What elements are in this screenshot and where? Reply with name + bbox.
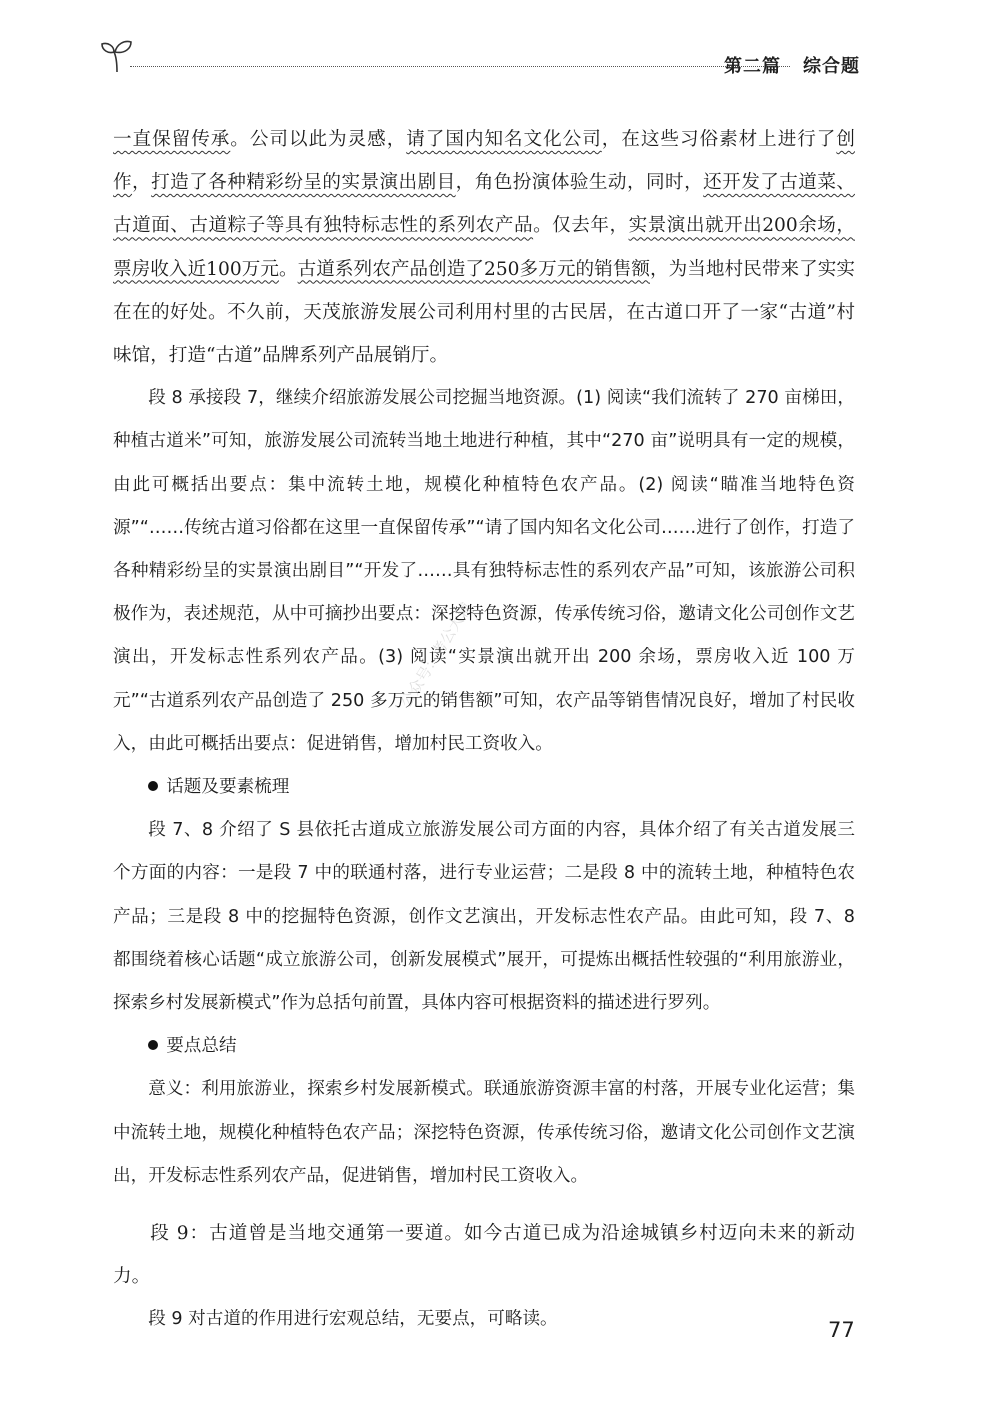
- highlight: 打造了各种精彩纷呈的实景演出剧目: [151, 172, 456, 194]
- paragraph-9-note: 段 9 对古道的作用进行宏观总结，无要点，可略读。: [148, 1309, 558, 1330]
- highlight: 请了国内知名文化公司: [406, 129, 602, 150]
- highlight: 古道系列农产品创造了250多万元的销售额: [297, 258, 650, 280]
- source-excerpt: 一直保留传承。公司以此为灵感，请了国内知名文化公司，在这些习俗素材上进行了创作，打造了各种精彩纷呈的实景演出剧目，角色扮演体验生动，同时，还开发了古道菜、古道面、古道粽子等具有独特标志性的系列农产品。仅去年，实景演出就开出200余场，票房收入近100万元。古道系列农产品创造了250多万元的销售额，为当地村民带来了实实在在的好处。不久前，天茂旅游发展公司利用村里的古民居，在古道口开了一家“古道”村味馆，打造“古道”品牌系列产品展销厅。: [113, 129, 855, 367]
- page-content: [113, 118, 855, 1342]
- page-number: 77: [828, 1318, 855, 1342]
- watermark: 公众号：考公大辅: [396, 599, 476, 711]
- topic-paragraph: 段 7、8 介绍了 S 县依托古道成立旅游发展公司方面的内容，具体介绍了有关古道发展三个方面的内容：一是段 7 中的联通村落，进行专业运营；二是段 8 中的流转土地，种植特色农产品；三是段 8 中的挖掘特色资源，创作文艺演出，开发标志性农产品。由此可知，段 7、8 都围绕着核心话题“成立旅游公司，创新发展模式”展开，可提炼出概括性较强的“利用旅游业，探索乡村发展新模式”作为总括句前置，具体内容可根据资料的描述进行罗列。: [113, 820, 855, 1014]
- bullet-icon: [148, 1040, 158, 1050]
- highlight: 还开发了古道菜、古道面、古道粽子等具有独特标志性的系列农产品: [113, 172, 855, 237]
- section-heading-topic: 话题及要素梳理: [113, 766, 855, 809]
- sprout-icon: [100, 38, 134, 74]
- highlight: 实景演出就开出200余场，票房收入近100万元: [113, 215, 855, 280]
- section-heading-summary: 要点总结: [113, 1025, 855, 1068]
- header-part: 第二篇: [724, 56, 781, 77]
- header-title: [724, 52, 860, 78]
- page-header: [100, 30, 860, 80]
- header-section: 综合题: [803, 56, 860, 77]
- highlight: 创作: [113, 129, 855, 194]
- header-divider: [130, 66, 790, 67]
- highlight: 一直保留传承: [113, 129, 231, 150]
- source-paragraph-9: 段 9：古道曾是当地交通第一要道。如今古道已成为沿途城镇乡村迈向未来的新动力。: [113, 1223, 855, 1288]
- bullet-icon: [148, 781, 158, 791]
- summary-paragraph: 意义：利用旅游业，探索乡村发展新模式。联通旅游资源丰富的村落，开展专业化运营；集中流转土地，规模化种植特色农产品；深挖特色资源，传承传统习俗，邀请文化公司创作文艺演出，开发标志性系列农产品，促进销售，增加村民工资收入。: [113, 1079, 855, 1186]
- analysis-paragraph: 段 8 承接段 7，继续介绍旅游发展公司挖掘当地资源。(1) 阅读“我们流转了 270 亩梯田，种植古道米”可知，旅游发展公司流转当地土地进行种植，其中“270 亩”说明具有一定的规模，由此可概括出要点：集中流转土地，规模化种植特色农产品。(2) 阅读“瞄准当地特色资源”“……传统古道习俗都在这里一直保留传承”“请了国内知名文化公司……进行了创作，打造了各种精彩纷呈的实景演出剧目”“开发了……具有独特标志性的系列农产品”可知，该旅游公司积极作为，表述规范，从中可摘抄出要点：深挖特色资源，传承传统习俗，邀请文化公司创作文艺演出，开发标志性系列农产品。(3) 阅读“实景演出就开出 200 余场，票房收入近 100 万元”“古道系列农产品创造了 250 多万元的销售额”可知，农产品等销售情况良好，增加了村民收入，由此可概括出要点：促进销售，增加村民工资收入。: [113, 388, 855, 754]
